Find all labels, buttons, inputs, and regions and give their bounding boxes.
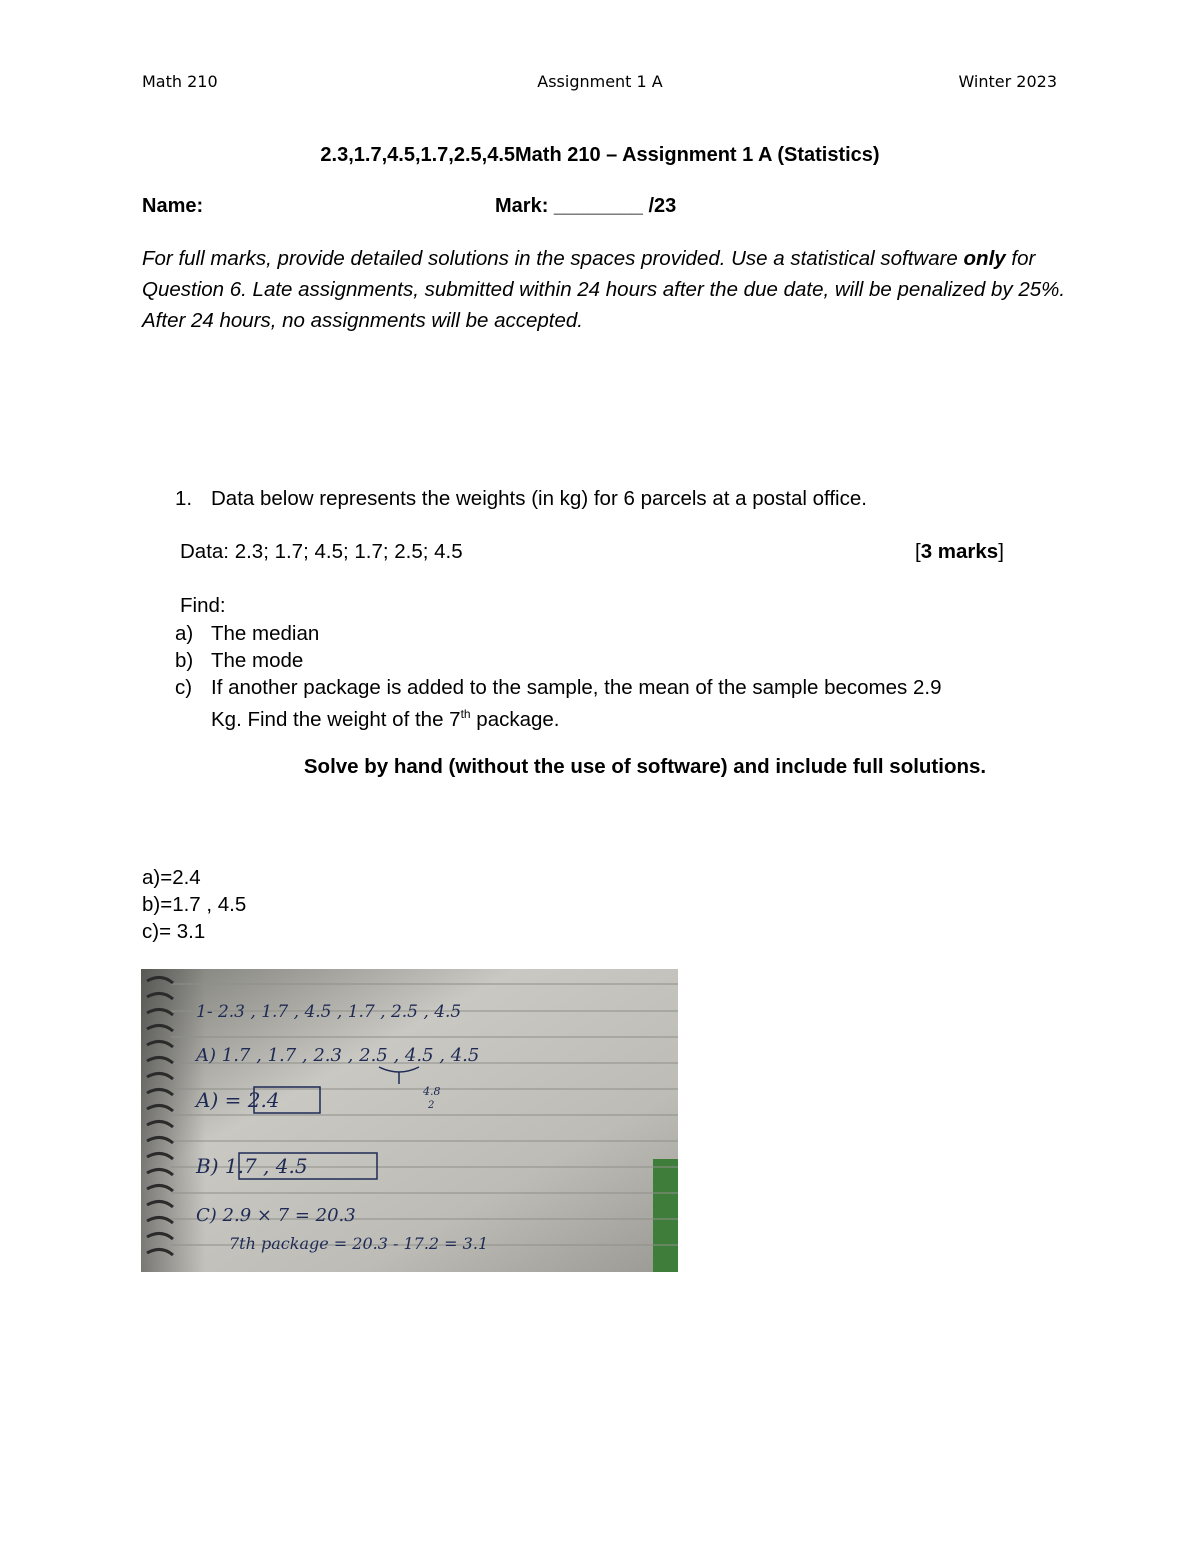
question-text: Data below represents the weights (in kg) for 6 parcels at a postal office. (211, 487, 867, 510)
hw-line6: 7th package = 20.3 - 17.2 = 3.1 (229, 1234, 489, 1253)
item-c-letter: c) (175, 676, 193, 699)
item-a-text: The median (211, 622, 320, 645)
hw-frac: 4.8 (423, 1085, 441, 1098)
page-title: 2.3,1.7,4.5,1.7,2.5,4.5Math 210 – Assignment 1 A (Statistics) (320, 144, 880, 166)
item-c-sup: th (460, 707, 471, 721)
hw-line1: 1- 2.3 , 1.7 , 4.5 , 1.7 , 2.5 , 4.5 (196, 1002, 462, 1022)
header-term: Winter 2023 (958, 72, 1057, 91)
hw-line2: A) 1.7 , 1.7 , 2.3 , 2.5 , 4.5 , 4.5 (196, 1045, 480, 1066)
answer-b: b)=1.7 , 4.5 (142, 893, 247, 916)
hw-line3: A) = 2.4 (196, 1088, 280, 1112)
solve-instruction: Solve by hand (without the use of software) and include full solutions. (303, 755, 987, 778)
instructions (142, 243, 1072, 336)
marks-value: 3 marks (920, 540, 999, 563)
answer-a: a)=2.4 (142, 866, 201, 889)
marks-open: [ (915, 540, 921, 563)
instructions-emphasis: only (963, 247, 1006, 270)
item-c-line2-post: package. (470, 707, 560, 731)
item-c-line2-pre: Kg. Find the weight of the 7 (211, 707, 461, 731)
item-c-line1: If another package is added to the sample, the mean of the sample becomes 2.9 (211, 676, 942, 699)
hw-frac-den: 2 (428, 1100, 435, 1111)
mark-label: Mark: ________ /23 (495, 195, 677, 217)
item-a-letter: a) (175, 622, 194, 645)
question-marks (915, 538, 1004, 565)
item-c-line2 (211, 701, 1061, 733)
item-b-letter: b) (175, 649, 194, 672)
instructions-part1: For full marks, provide detailed solutions in the spaces provided. Use a statistical software (142, 247, 964, 270)
header-assignment: Assignment 1 A (537, 72, 663, 91)
header-course: Math 210 (142, 72, 218, 91)
find-label: Find: (180, 594, 226, 617)
question-data: Data: 2.3; 1.7; 4.5; 1.7; 2.5; 4.5 (180, 540, 463, 563)
name-label: Name: (142, 195, 204, 217)
hw-line5: C) 2.9 × 7 = 20.3 (196, 1205, 356, 1226)
handwritten-solution-photo (141, 969, 678, 1272)
answer-c: c)= 3.1 (142, 920, 206, 943)
item-c-text (211, 674, 1061, 733)
hw-line4: B) 1.7 , 4.5 (196, 1154, 308, 1178)
question-number: 1. (175, 487, 193, 510)
item-b-text: The mode (211, 649, 304, 672)
marks-close: ] (998, 540, 1004, 563)
instructions-part2: for Question 6. Late assignments, submitted within 24 hours after the due date, will be penalized by 25%. After 24 hours, no assignments will be accepted. (142, 247, 1066, 332)
